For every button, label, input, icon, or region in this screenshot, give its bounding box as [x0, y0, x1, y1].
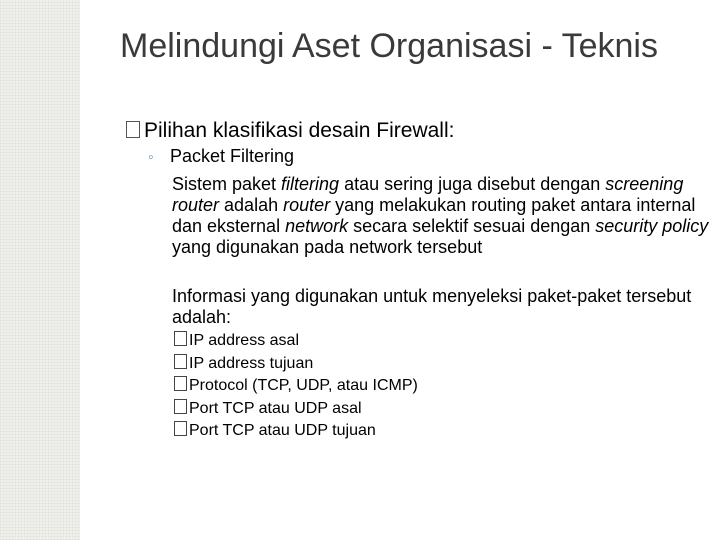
square-bullet-icon	[174, 331, 187, 346]
paragraph-text: yang digunakan pada network tersebut	[172, 237, 483, 257]
italic-term: security policy	[595, 216, 709, 236]
list-item-text: Port TCP atau UDP tujuan	[189, 422, 376, 439]
bullet-level-2	[148, 145, 708, 169]
list-item	[174, 353, 674, 376]
paragraph-text: Sistem paket	[172, 174, 282, 194]
decorative-side-strip	[0, 0, 80, 540]
list-item-text: Protocol (TCP, UDP, atau ICMP)	[189, 377, 418, 394]
italic-term: network	[285, 216, 349, 236]
ring-bullet-icon: ◦	[148, 149, 154, 166]
bullet-level-1	[126, 118, 686, 144]
square-bullet-icon	[174, 376, 187, 391]
paragraph-text: secara selektif sesuai dengan	[348, 216, 596, 236]
paragraph-packet-filtering	[172, 174, 712, 258]
list-item-text: Port TCP atau UDP asal	[189, 399, 362, 417]
sub-bullet-text: Packet Filtering	[170, 146, 295, 166]
square-bullet-icon	[174, 354, 187, 369]
list-item-text: IP address asal	[189, 332, 299, 349]
square-bullet-icon	[174, 399, 187, 414]
paragraph-text: yang melakukan routing paket antara internal dan eksternal	[172, 195, 696, 236]
list-item	[174, 375, 674, 398]
square-bullet-icon	[126, 121, 140, 138]
paragraph-text: atau sering juga disebut dengan	[339, 174, 606, 194]
criteria-list	[174, 330, 674, 443]
list-item	[174, 420, 674, 443]
bullet-1-text: Pilihan klasifikasi desain Firewall:	[144, 119, 455, 142]
paragraph-selection-info: Informasi yang digunakan untuk menyeleksi paket-paket tersebut adalah:	[172, 286, 692, 327]
slide-title: Melindungi Aset Organisasi - Teknis	[120, 27, 658, 65]
list-item	[174, 330, 674, 353]
list-item-text: IP address tujuan	[189, 354, 314, 372]
list-item	[174, 398, 674, 421]
italic-term: filtering	[281, 174, 340, 194]
square-bullet-icon	[174, 421, 187, 436]
italic-term: screening router	[172, 174, 684, 215]
italic-term: router	[283, 195, 331, 215]
paragraph-text: adalah	[219, 195, 284, 215]
